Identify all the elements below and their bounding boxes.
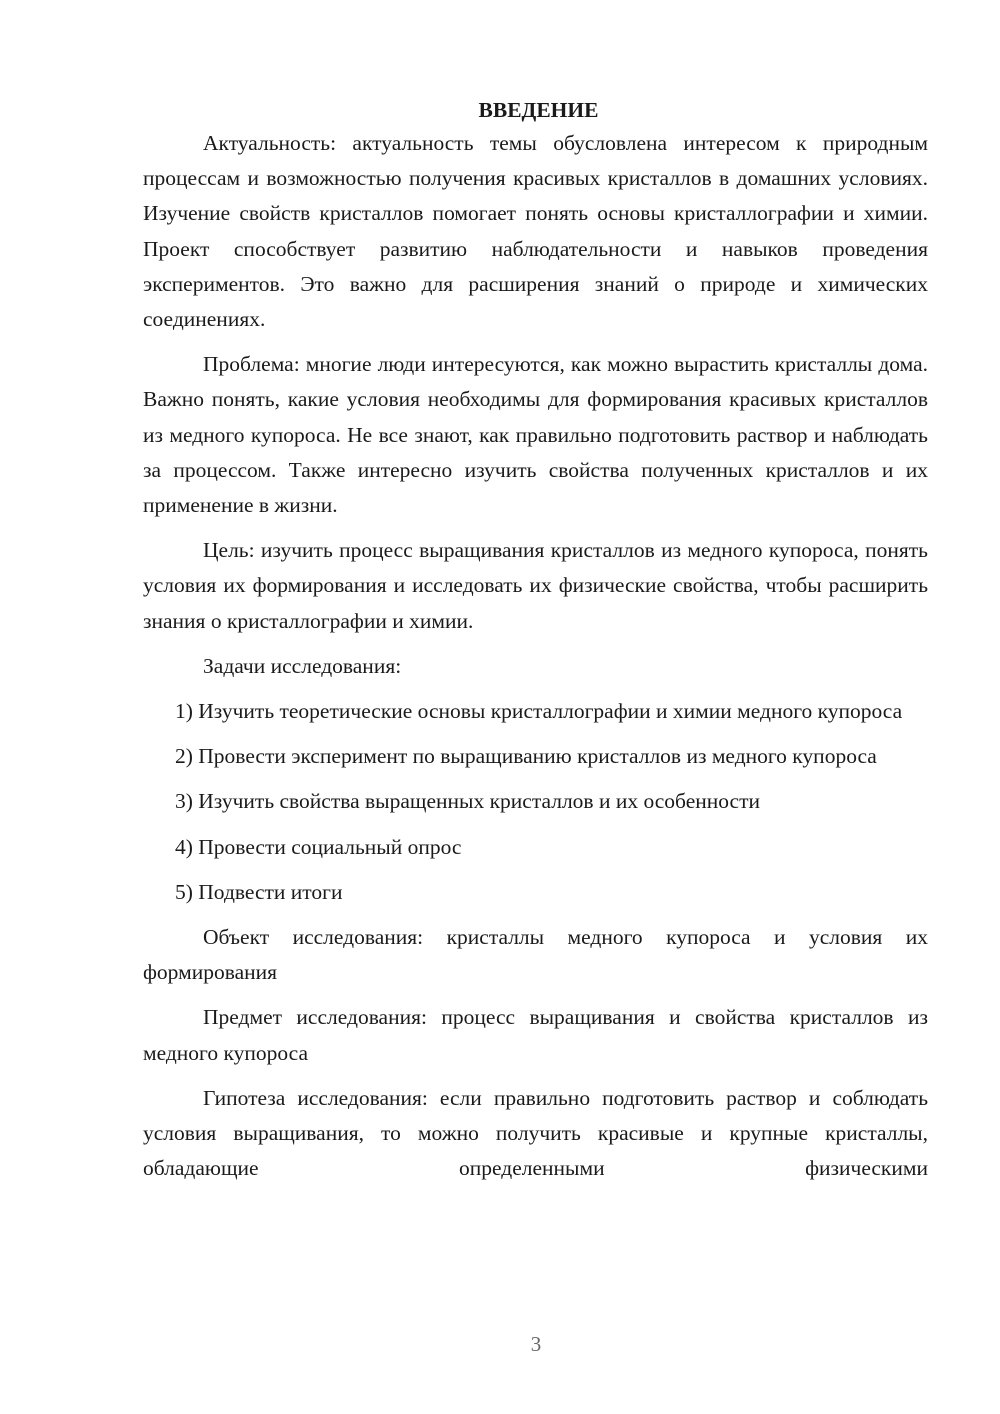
object-paragraph: Объект исследования: кристаллы медного купороса и условия их формирования [143,925,928,985]
task-item-3: 3) Изучить свойства выращенных кристаллов и их особенности [175,789,760,814]
task-item-5: 5) Подвести итоги [175,879,343,904]
goal-paragraph: Цель: изучить процесс выращивания кристаллов из медного купороса, понять условия их формирования и исследовать их физические свойства, чтобы расширить знания о кристаллографии и химии. [143,538,928,633]
hypothesis-paragraph: Гипотеза исследования: если правильно подготовить раствор и соблюдать условия выращивания, то можно получить красивые и крупные кристаллы, обладающие определенными физическими [143,1085,928,1181]
page-number: 3 [530,1332,542,1356]
task-item-2: 2) Провести эксперимент по выращиванию кристаллов из медного купороса [175,744,877,769]
tasks-heading: Задачи исследования: [203,653,402,678]
task-item-4: 4) Провести социальный опрос [175,834,462,859]
document-page [143,94,928,1186]
problem-paragraph: Проблема: многие люди интересуются, как можно вырастить кристаллы дома. Важно понять, какие условия необходимы для формирования красивых кристаллов из медного купороса. Не все знают, как правильно подготовить раствор и наблюдать за процессом. Также интересно изучить свойства полученных кристаллов и их применение в жизни. [143,352,928,518]
section-title: ВВЕДЕНИЕ [478,98,599,122]
task-item-1: 1) Изучить теоретические основы кристаллографии и химии медного купороса [175,699,903,724]
subject-paragraph: Предмет исследования: процесс выращивания и свойства кристаллов из медного купороса [143,1005,928,1065]
relevance-paragraph: Актуальность: актуальность темы обусловлена интересом к природным процессам и возможностью получения красивых кристаллов в домашних условиях. Изучение свойств кристаллов помогает понять основы кристаллографии и химии. Проект способствует развитию наблюдательности и навыков проведения экспериментов. Это важно для расширения знаний о природе и химических соединениях. [143,131,928,332]
